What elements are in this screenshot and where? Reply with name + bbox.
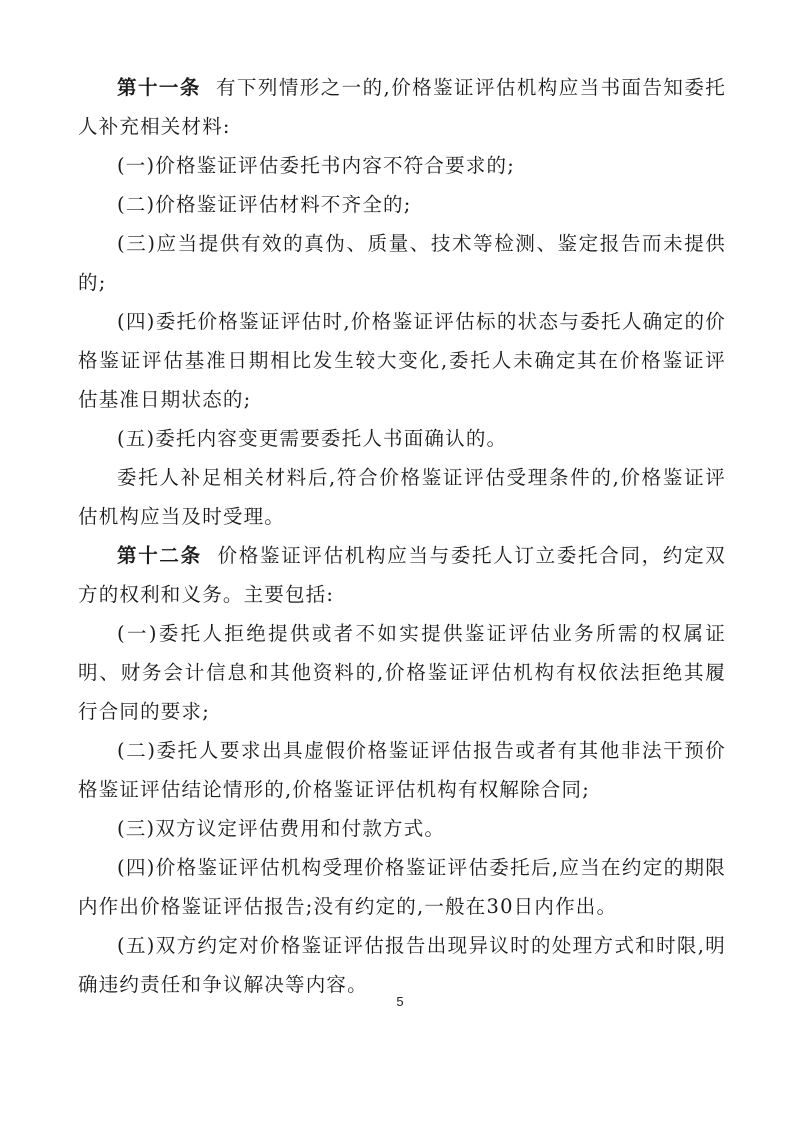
article-11-item-4: (四)委托价格鉴证评估时,价格鉴证评估标的状态与委托人确定的价格鉴证评估基准日期相比发生较大变化,委托人未确定其在价格鉴证评估基准日期状态的; xyxy=(78,310,726,411)
article-12-item-2: (二)委托人要求出具虚假价格鉴证评估报告或者有其他非法干预价格鉴证评估结论情形的,价格鉴证评估机构有权解除合同; xyxy=(78,739,726,801)
article-12-item-5: (五)双方约定对价格鉴证评估报告出现异议时的处理方式和时限,明确违约责任和争议解决等内容。 xyxy=(78,934,726,996)
article-11-closing: 委托人补足相关材料后,符合价格鉴证评估受理条件的,价格鉴证评估机构应当及时受理。 xyxy=(78,466,726,528)
article-11-item-1: (一)价格鉴证评估委托书内容不符合要求的; xyxy=(117,154,515,177)
article-12-item-3: (三)双方议定评估费用和付款方式。 xyxy=(117,817,446,840)
article-11-heading-paragraph xyxy=(78,68,726,146)
article-11-title: 第十一条 xyxy=(117,76,201,99)
page-number: 5 xyxy=(396,994,404,1009)
article-11-intro: 有下列情形之一的,价格鉴证评估机构应当书面告知委托人补充相关材料: xyxy=(78,76,726,138)
article-12-item-1: (一)委托人拒绝提供或者不如实提供鉴证评估业务所需的权属证明、财务会计信息和其他资料的,价格鉴证评估机构有权依法拒绝其履行合同的要求; xyxy=(78,622,726,723)
article-11-item-5: (五)委托内容变更需要委托人书面确认的。 xyxy=(117,427,508,450)
article-11-item-2: (二)价格鉴证评估材料不齐全的; xyxy=(117,193,412,216)
article-12-item-4: (四)价格鉴证评估机构受理价格鉴证评估委托后,应当在约定的期限内作出价格鉴证评估报告;没有约定的,一般在30日内作出。 xyxy=(78,856,726,918)
article-11-item-3: (三)应当提供有效的真伪、质量、技术等检测、鉴定报告而未提供的; xyxy=(78,232,726,294)
document-body xyxy=(78,68,726,1004)
article-12-heading-paragraph xyxy=(78,536,726,614)
article-12-title: 第十二条 xyxy=(117,544,202,567)
article-12-intro: 价格鉴证评估机构应当与委托人订立委托合同，约定双方的权利和义务。主要包括: xyxy=(78,544,726,606)
